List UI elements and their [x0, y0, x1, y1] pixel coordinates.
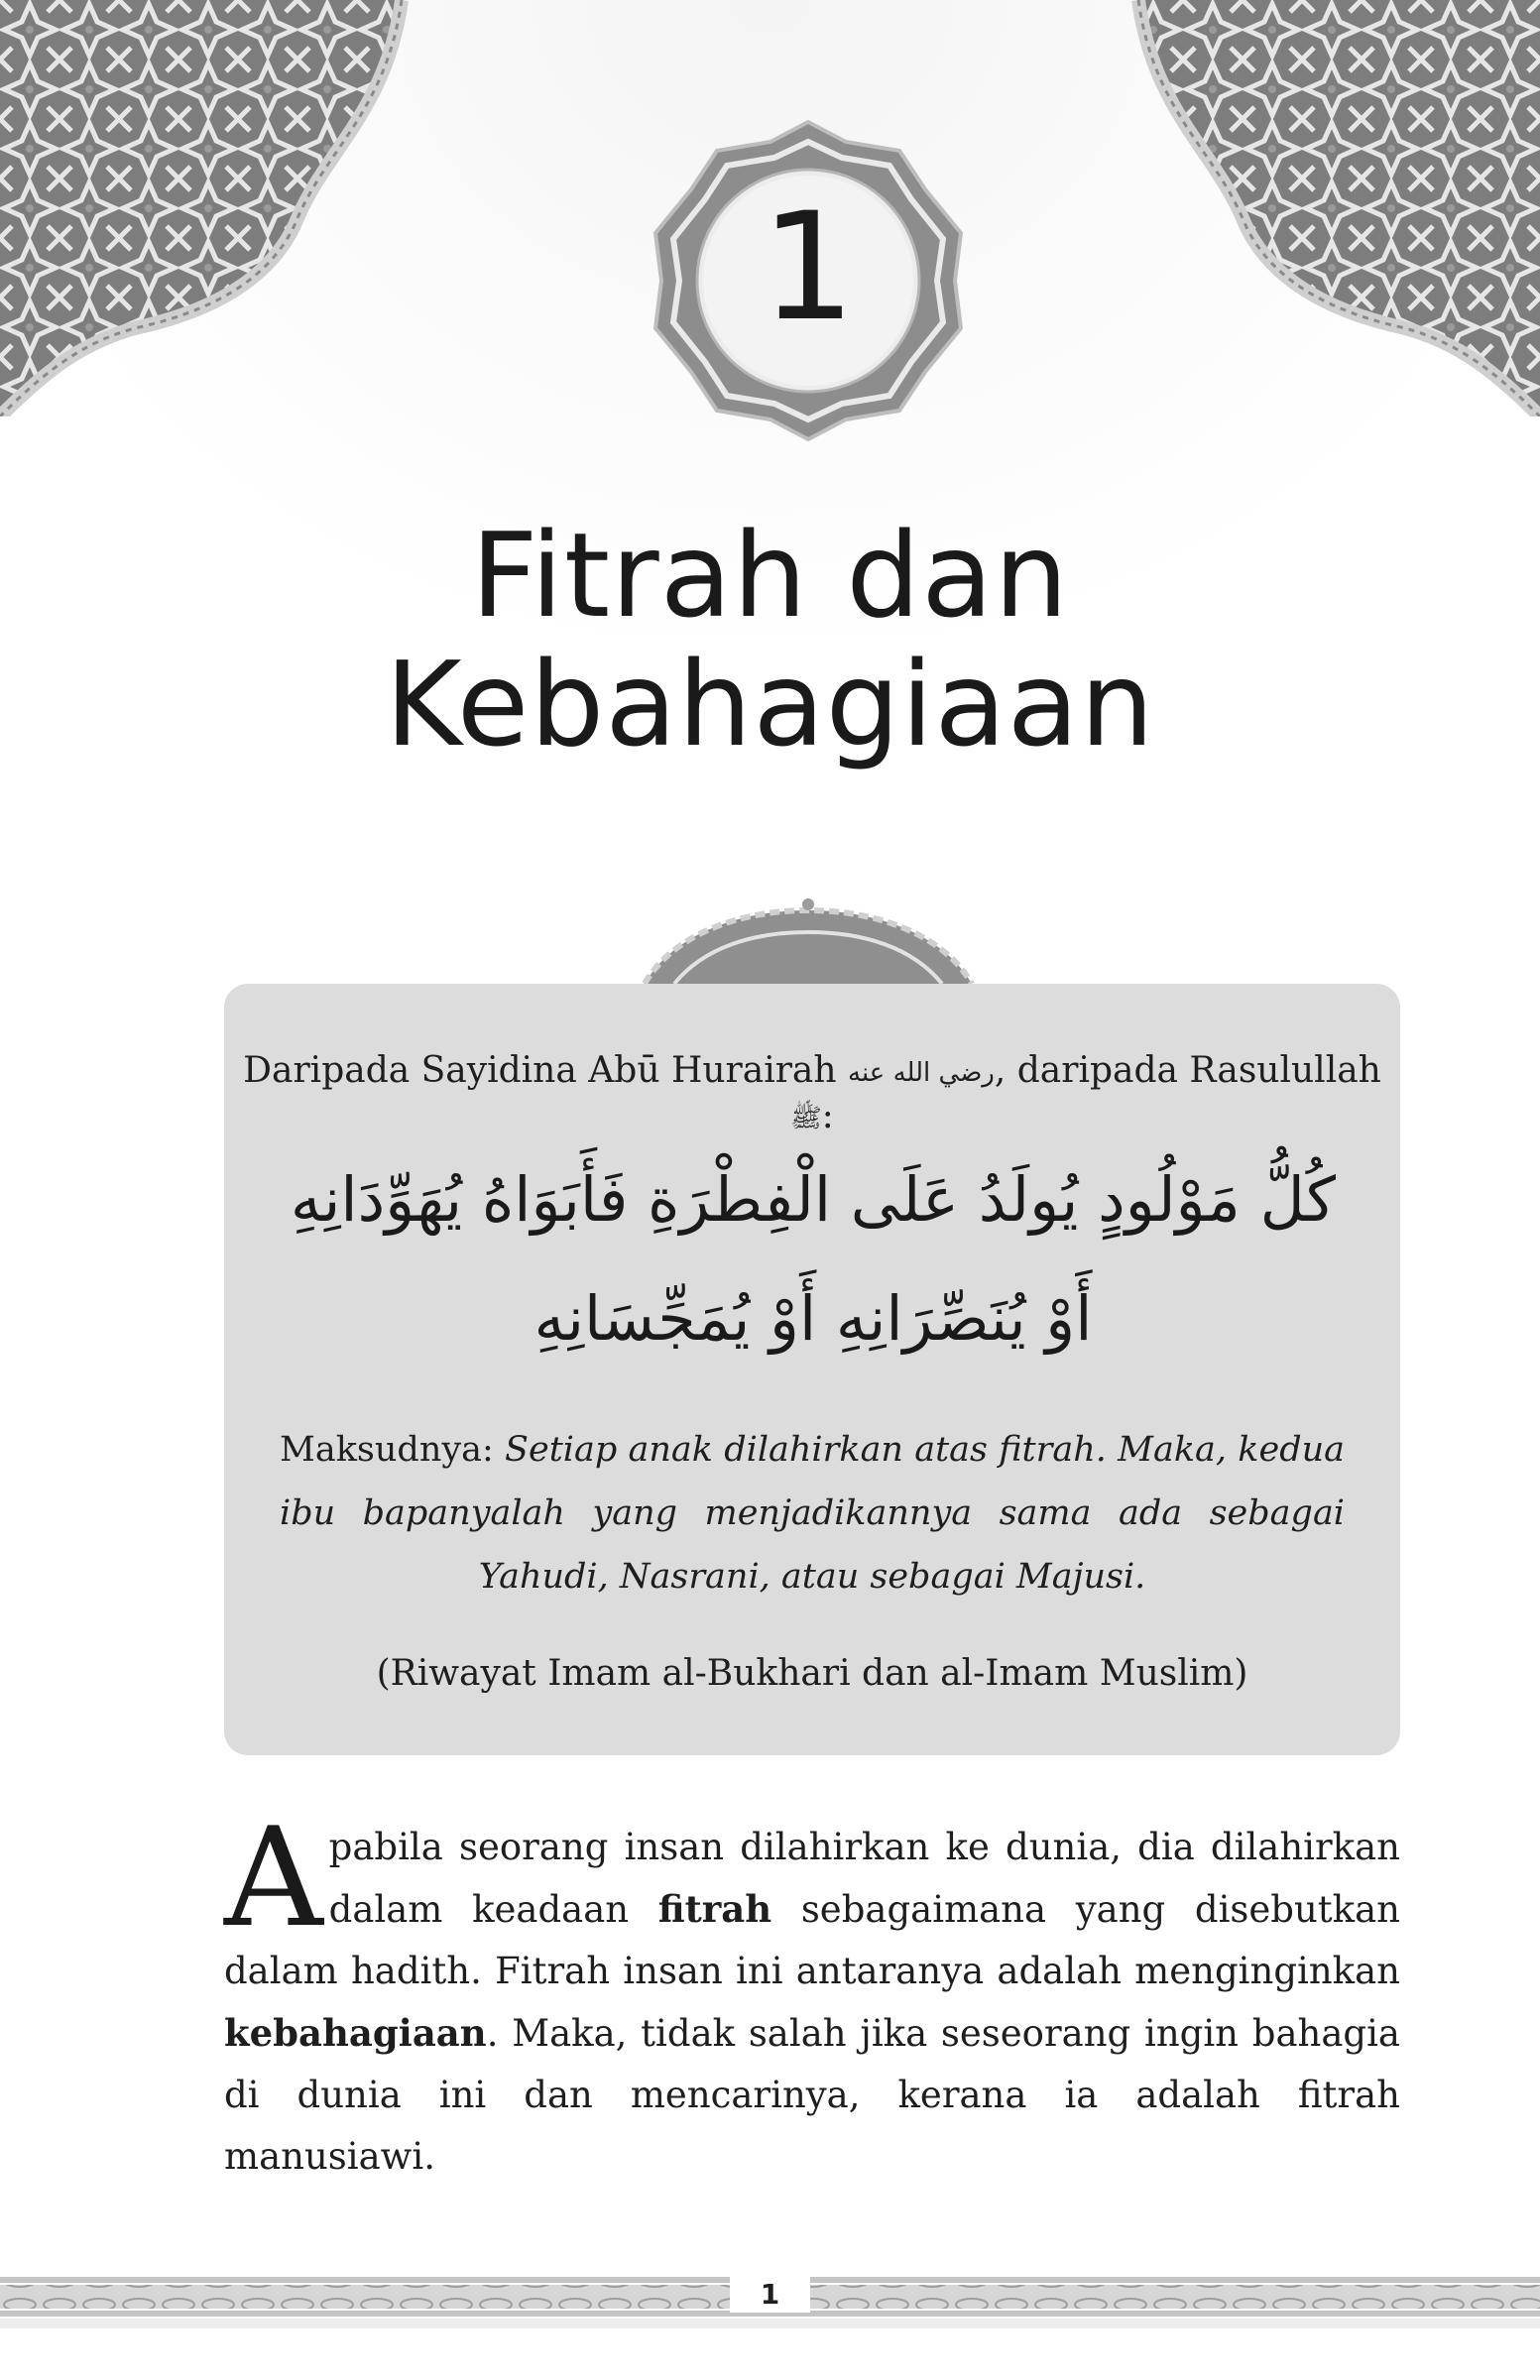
page-number: 1	[730, 2277, 810, 2313]
hadith-arabic-text: كُلُّ مَوْلُودٍ يُولَدُ عَلَى الْفِطْرَةِ فَأَبَوَاهُ يُهَوِّدَانِهِ أَوْ يُنَصِّرَانِهِ أَوْ يُمَجِّسَانِهِ	[290, 1163, 1337, 1355]
translation-label: Maksudnya:	[280, 1430, 506, 1470]
hadith-box-ornament	[635, 892, 982, 984]
chapter-title	[297, 507, 1243, 773]
corner-ornament-left	[0, 0, 416, 416]
body-text-part-1: pabila seorang insan dilahirkan ke dunia, dia dilahirkan dalam keadaan	[328, 1826, 1400, 1931]
hadith-source: (Riwayat Imam al-Bukhari dan al-Imam Muslim)	[376, 1653, 1248, 1694]
hadith-translation	[280, 1418, 1345, 1608]
corner-ornament-right	[1124, 0, 1540, 416]
honorific-radhiallahu-glyph: رضي الله عنه	[848, 1058, 995, 1088]
hadith-intro	[224, 1049, 1400, 1140]
translation-text: Setiap anak dilahirkan atas fitrah. Maka, kedua ibu bapanyalah yang menjadikannya sama ada sebagai Yahudi, Nasrani, atau sebagai Majusi.	[280, 1430, 1346, 1597]
body-paragraph	[224, 1798, 1400, 2188]
chapter-title-line-2: Kebahagiaan	[385, 636, 1155, 773]
honorific-salawat-glyph: ﷺ	[790, 1104, 822, 1133]
body-text-part-3: . Maka, tidak salah jika seseorang ingin bahagia di dunia ini dan mencarinya, kerana ia adalah fitrah manusiawi.	[224, 2012, 1400, 2178]
body-bold-fitrah: fitrah	[657, 1887, 772, 1931]
hadith-intro-middle: , daripada Rasulullah	[994, 1050, 1381, 1091]
drop-cap: A	[224, 1798, 323, 1958]
hadith-intro-after: :	[821, 1096, 834, 1136]
hadith-intro-before: Daripada Sayidina Abū Hurairah	[243, 1050, 849, 1091]
body-text-part-2: sebagaimana yang disebutkan dalam hadith. Fitrah insan ini antaranya adalah menginginkan	[224, 1888, 1400, 1992]
chapter-number: 1	[761, 181, 856, 354]
body-bold-kebahagiaan: kebahagiaan	[224, 2011, 487, 2055]
chapter-title-line-1: Fitrah dan	[470, 507, 1070, 644]
